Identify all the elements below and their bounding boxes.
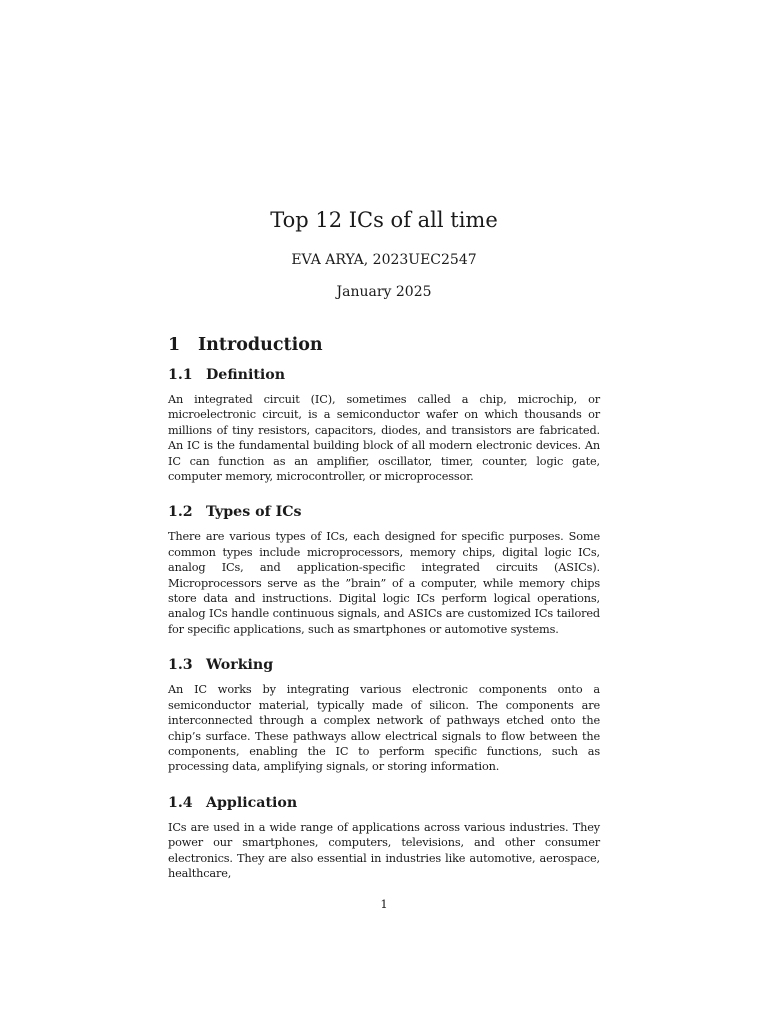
subsection-title: Types of ICs (206, 504, 302, 521)
section-heading-introduction (168, 332, 600, 362)
section-number: 1 (168, 335, 181, 355)
document-date: January 2025 (336, 284, 432, 300)
subsection-paragraph: An IC works by integrating various electronic components onto a semiconductor material, typically made of silicon. The components are interconnected through a complex network of pathways etched onto the chip’s surface. These pathways allow electrical signals to flow between the components, enabling the IC to perform specific functions, such as processing data, amplifying signals, or storing information. (168, 683, 600, 774)
subsection-paragraph: An integrated circuit (IC), sometimes called a chip, microchip, or microelectronic circuit, is a semiconductor wafer on which thousands or millions of tiny resistors, capacitors, diodes, and transistors are fabricated. An IC is the fundamental building block of all modern electronic devices. An IC can function as an amplifier, oscillator, timer, counter, logic gate, computer memory, microcontroller, or microprocessor. (168, 393, 600, 484)
document-body (168, 332, 600, 881)
subsection-heading (168, 792, 600, 814)
subsection-paragraph: There are various types of ICs, each designed for specific purposes. Some common types include microprocessors, memory chips, digital logic ICs, analog ICs, and application-specific integrated circuits (ASICs). Microprocessors serve as the ”brain” of a computer, while memory chips store data and instructions. Digital logic ICs perform logical operations, analog ICs handle continuous signals, and ASICs are customized ICs tailored for specific applications, such as smartphones or automotive systems. (168, 530, 600, 636)
document-author: EVA ARYA, 2023UEC2547 (291, 252, 477, 268)
subsection-number: 1.1 (168, 367, 193, 383)
subsection-title: Working (206, 657, 274, 674)
subsection-heading (168, 501, 600, 523)
subsection-number: 1.2 (168, 504, 193, 521)
document-title: Top 12 ICs of all time (270, 208, 498, 232)
subsection-title: Application (206, 794, 298, 811)
subsection-definition (168, 364, 600, 484)
subsection-heading (168, 654, 600, 676)
subsection-number: 1.3 (168, 657, 193, 674)
subsection-working (168, 654, 600, 774)
subsection-title: Definition (206, 367, 286, 383)
page-number: 1 (380, 897, 388, 911)
subsection-paragraph: ICs are used in a wide range of applications across various industries. They power our smartphones, computers, televisions, and other consumer electronics. They are also essential in industries like automotive, aerospace, healthcare, (168, 820, 600, 880)
subsection-application (168, 792, 600, 882)
subsection-heading (168, 364, 600, 386)
subsection-number: 1.4 (168, 794, 193, 811)
subsection-types-of-ics (168, 501, 600, 637)
section-title: Introduction (198, 335, 323, 355)
